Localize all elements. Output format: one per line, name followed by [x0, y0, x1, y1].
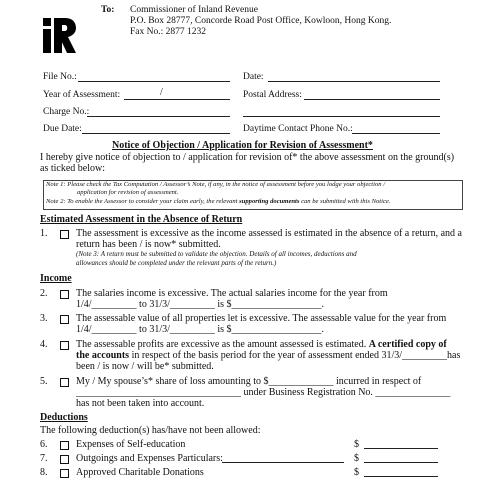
item5-number: 5.	[40, 376, 48, 387]
item4-text-line3: been / is now / will be* submitted.	[76, 361, 214, 372]
item7-text: Outgoings and Expenses Particulars:	[76, 453, 223, 464]
item4-checkbox[interactable]	[60, 341, 69, 350]
item5-checkbox[interactable]	[60, 378, 69, 387]
notice-intro-line1: I hereby give notice of objection to / application for revision of* the above assessment on the ground(s)	[40, 152, 455, 163]
item7-number: 7.	[40, 453, 48, 464]
charge-no-field[interactable]	[87, 116, 230, 117]
item1-number: 1.	[40, 228, 48, 239]
note1-line2: application for revision of assessment.	[77, 189, 179, 196]
item8-amount-field[interactable]	[364, 476, 438, 477]
item7-amount-field[interactable]	[364, 462, 438, 463]
item4-text-b: in respect of the basis period for the year of assessment ended 31/3/_________has	[129, 350, 461, 361]
recipient-name: Commissioner of Inland Revenue	[130, 5, 258, 15]
daytime-phone-label: Daytime Contact Phone No.:	[243, 124, 353, 134]
item1-text-line2: return has been / is now* submitted.	[76, 239, 221, 250]
inland-revenue-logo	[41, 17, 77, 55]
daytime-phone-field[interactable]	[352, 133, 440, 134]
date-field[interactable]	[268, 81, 440, 82]
note1-line1: Note 1: Please check the Tax Computation / Assessor’s Note, if any, in the notice of assessment before you lodge your objection /	[46, 181, 386, 188]
item7-particulars-field[interactable]	[222, 462, 344, 463]
item2-text-line1: The salaries income is excessive. The actual salaries income for the year from	[76, 288, 388, 299]
item8-checkbox[interactable]	[60, 469, 69, 478]
due-date-label: Due Date:	[43, 124, 82, 134]
item4-certified-copy: A certified copy of	[368, 339, 447, 350]
recipient-fax: Fax No.: 2877 1232	[130, 27, 206, 37]
postal-address-label: Postal Address:	[243, 90, 302, 100]
item7-dollar: $	[354, 453, 359, 464]
item8-text: Approved Charitable Donations	[76, 467, 204, 478]
item2-number: 2.	[40, 288, 48, 299]
item3-text-line2: 1/4/_________ to 31/3/_________ is $__________________.	[76, 324, 325, 335]
postal-address-field[interactable]	[304, 99, 440, 100]
item5-text-line3: has not been taken into account.	[76, 398, 205, 409]
item8-dollar: $	[354, 467, 359, 478]
notice-title: Notice of Objection / Application for Revision of Assessment*	[112, 140, 373, 151]
section-deductions: Deductions	[40, 412, 88, 423]
item4-text-a: The assessable profits are excessive as the amount assessed is estimated.	[76, 339, 369, 350]
file-no-label: File No.:	[43, 72, 77, 82]
item2-checkbox[interactable]	[60, 290, 69, 299]
item1-note3-line2: allowances should be completed under the relevant parts of the return.)	[76, 259, 277, 267]
item6-dollar: $	[354, 439, 359, 450]
charge-no-label: Charge No.:	[43, 107, 90, 117]
item1-note3-line1: (Note 3: A return must be submitted to validate the objection. Details of all incomes, deductions and	[76, 250, 357, 258]
note2	[46, 198, 390, 206]
item3-checkbox[interactable]	[60, 315, 69, 324]
section-estimated-assessment: Estimated Assessment in the Absence of Return	[40, 214, 243, 225]
deductions-intro: The following deduction(s) has/have not been allowed:	[40, 425, 261, 436]
item3-number: 3.	[40, 313, 48, 324]
item6-number: 6.	[40, 439, 48, 450]
recipient-address: P.O. Box 28777, Concorde Road Post Office, Kowloon, Hong Kong.	[130, 16, 392, 26]
item7-checkbox[interactable]	[60, 455, 69, 464]
item2-text-line2: 1/4/_________ to 31/3/_________ is $__________________.	[76, 299, 325, 310]
year-of-assessment-field[interactable]	[124, 99, 230, 100]
item4-accounts: the accounts	[76, 350, 130, 361]
date-label: Date:	[243, 72, 264, 82]
notice-intro-line2: as ticked below:	[40, 163, 105, 174]
section-income: Income	[40, 273, 72, 284]
note2-text-b: can be submitted with this Notice.	[299, 198, 391, 205]
item6-text: Expenses of Self-education	[76, 439, 186, 450]
item8-number: 8.	[40, 467, 48, 478]
item6-checkbox[interactable]	[60, 441, 69, 450]
item3-text-line1: The assessable value of all properties let is excessive. The assessable value for the year from	[76, 313, 447, 324]
item1-text-line1: The assessment is excessive as the income assessed is estimated in the absence of a return, and a	[76, 228, 462, 239]
item4-number: 4.	[40, 339, 48, 350]
item6-amount-field[interactable]	[364, 448, 438, 449]
file-no-field[interactable]	[78, 81, 230, 82]
item1-checkbox[interactable]	[60, 230, 69, 239]
year-of-assessment-label: Year of Assessment:	[43, 90, 121, 100]
item5-text-line1: My / My spouse’s* share of loss amounting to $_____________ incurred in respect of	[76, 376, 422, 387]
note2-text-a: Note 2: To enable the Assessor to consider your claim early, the relevant	[46, 198, 240, 205]
postal-address-field-line2[interactable]	[243, 116, 440, 117]
due-date-field[interactable]	[82, 133, 230, 134]
note2-supporting-docs: supporting documents	[239, 198, 300, 205]
year-separator: /	[160, 87, 163, 98]
item5-text-line2: _________________________________ under Business Registration No. _______________	[76, 387, 451, 398]
to-label: To:	[101, 5, 115, 15]
